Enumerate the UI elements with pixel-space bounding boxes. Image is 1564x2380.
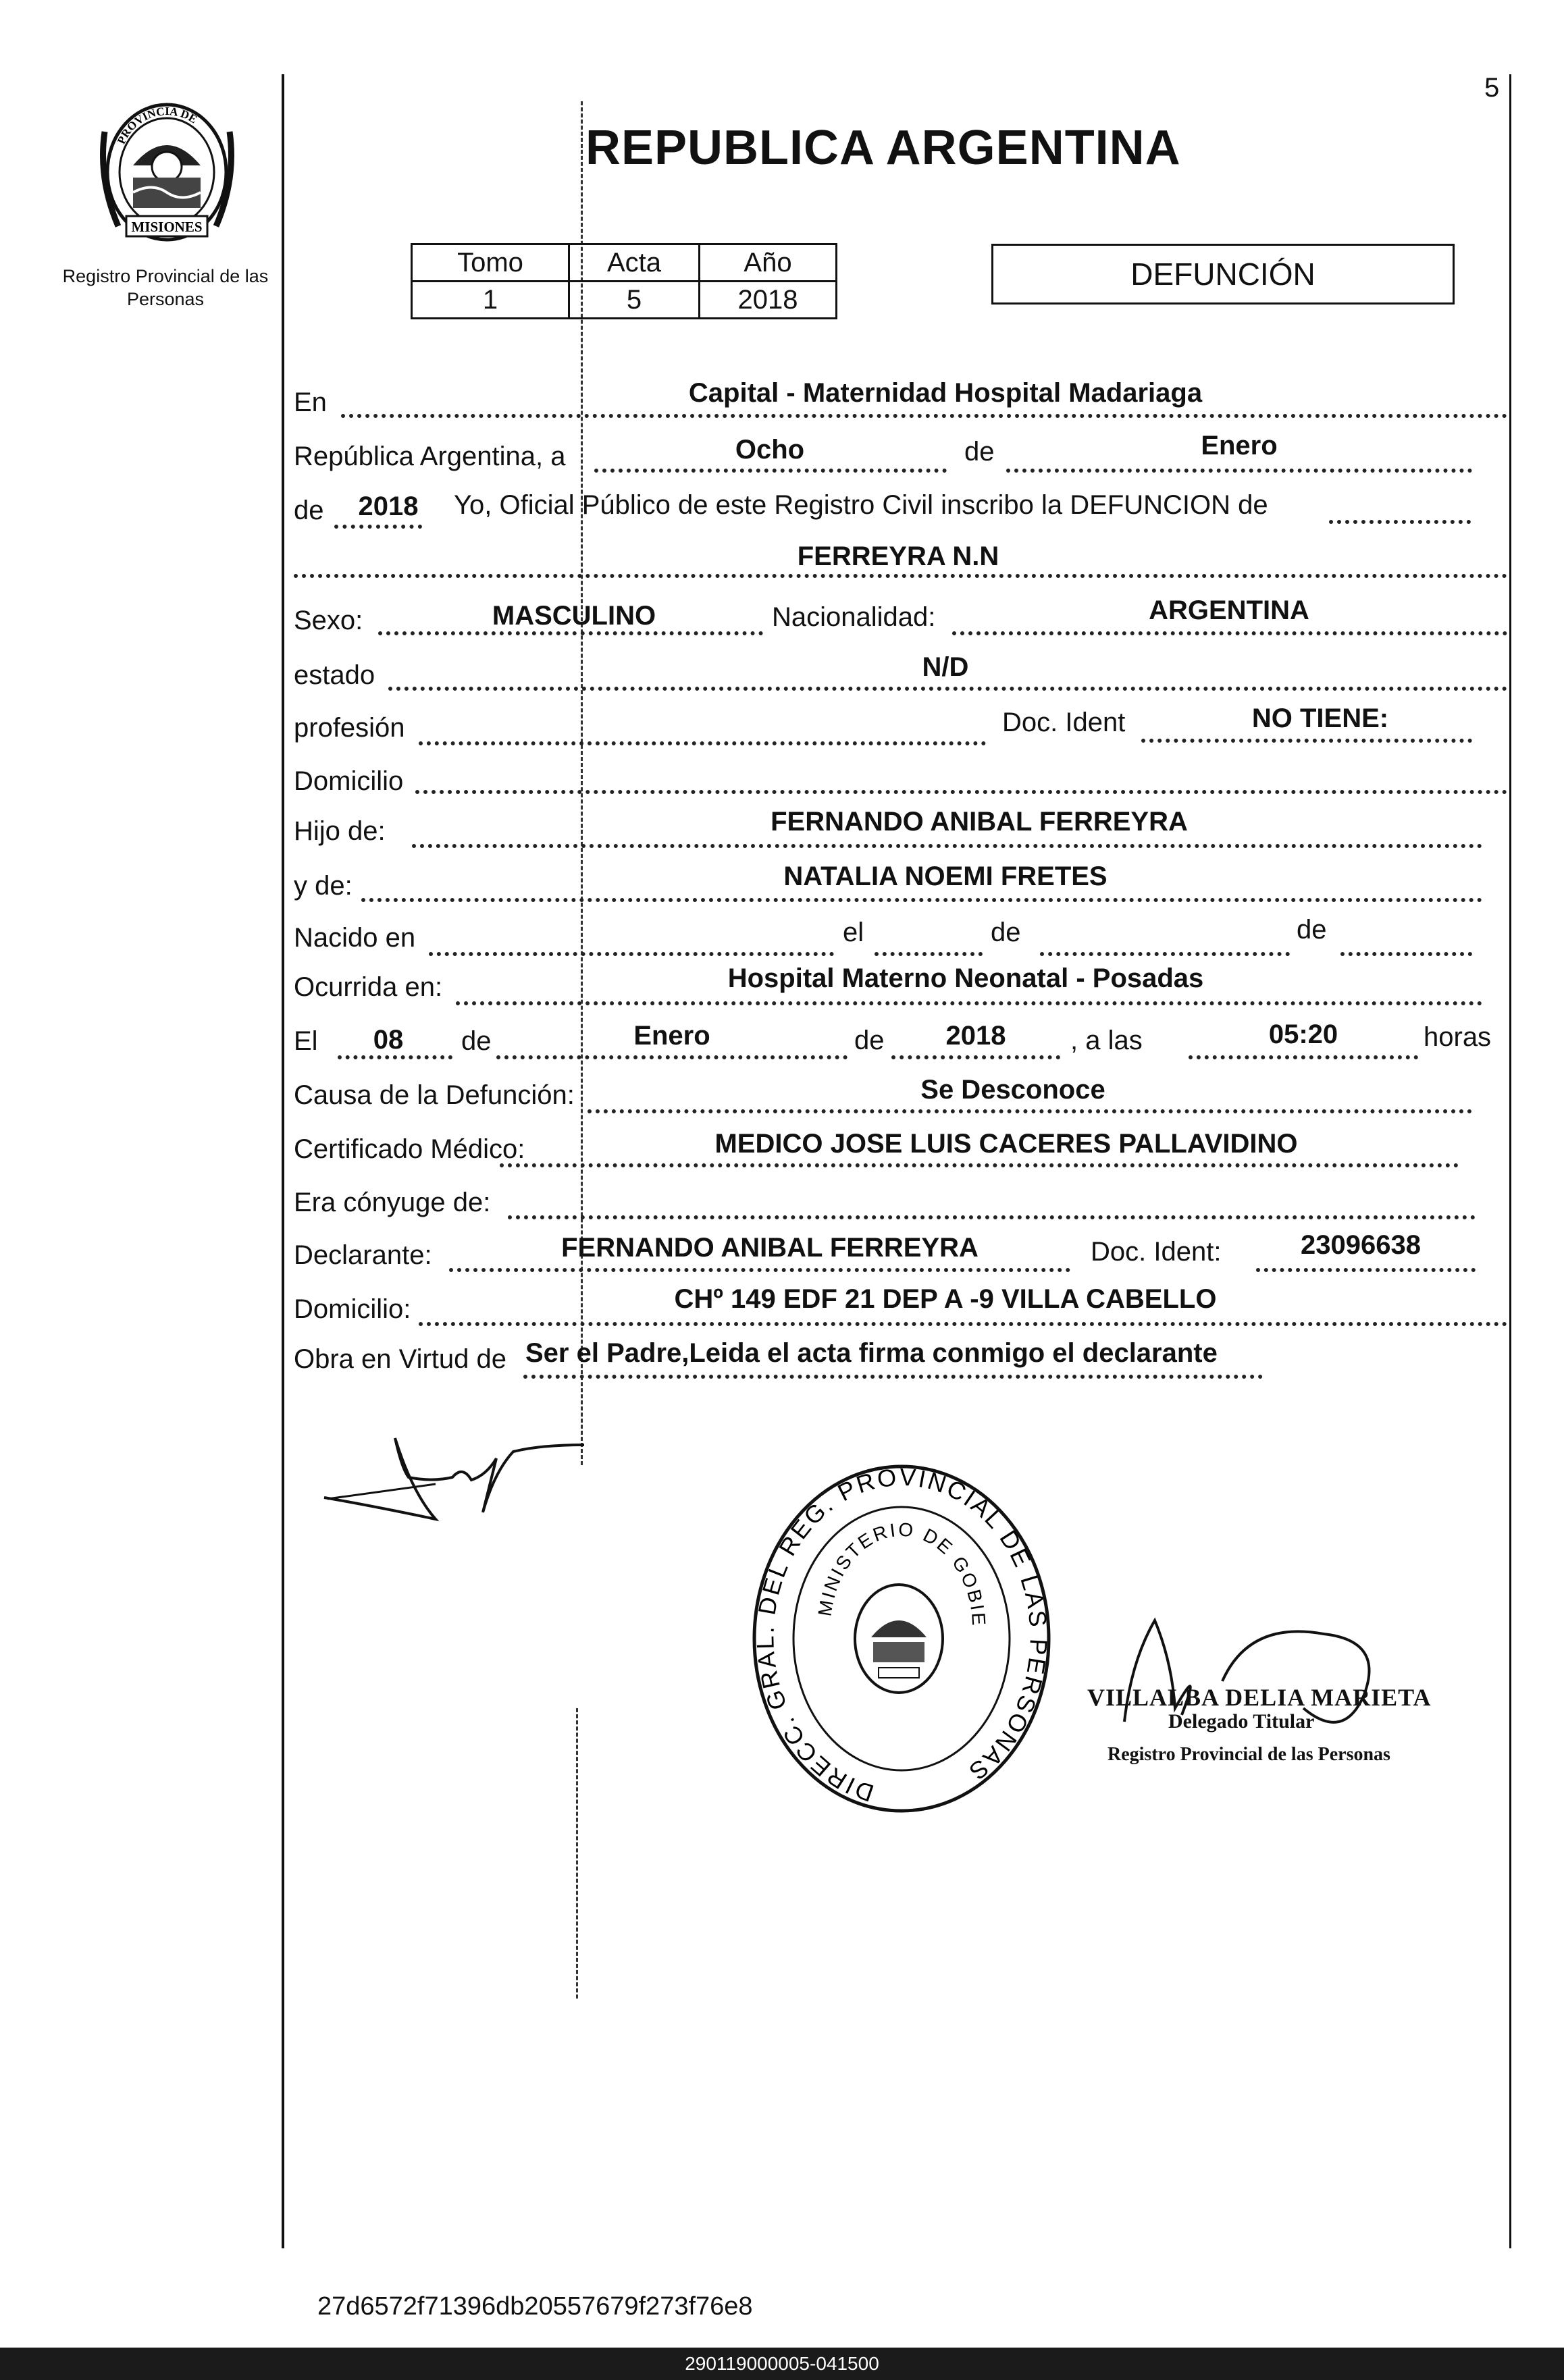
doc-ident-value: NO TIENE: (1251, 704, 1389, 733)
obra-label: Obra en Virtud de (294, 1344, 507, 1374)
year-value: 2018 (358, 492, 419, 521)
en-line (341, 414, 1507, 418)
en-value: Capital - Maternidad Hospital Madariaga (688, 378, 1203, 408)
ocurrida-label: Ocurrida en: (294, 972, 443, 1002)
mes-value: Enero (1201, 431, 1278, 460)
registry-name: Registro Provincial de las Personas (62, 266, 269, 309)
acta-header: Acta (569, 244, 700, 282)
declarante-line (449, 1268, 1070, 1272)
official-stamp (746, 1458, 1057, 1820)
nacido-de-line-b (1340, 952, 1472, 956)
nacido-de-label-b: de (1297, 915, 1327, 945)
el2-year: 2018 (945, 1021, 1006, 1051)
y-de-label: y de: (294, 871, 353, 901)
declarante-doc-label: Doc. Ident: (1091, 1237, 1222, 1267)
conyuge-line (508, 1215, 1476, 1219)
barcode-strip (0, 2348, 1564, 2380)
official-role: Delegado Titular (1168, 1710, 1315, 1733)
acta-value: 5 (569, 282, 700, 319)
ocurrida-line (456, 1001, 1482, 1005)
province-emblem (91, 91, 243, 250)
causa-line (588, 1109, 1472, 1113)
el2-label: El (294, 1026, 318, 1056)
barcode-text: 290119000005-041500 (685, 2353, 879, 2374)
hijo-value: FERNANDO ANIBAL FERREYRA (771, 807, 1188, 837)
certificado-line (500, 1163, 1459, 1167)
nacido-line (429, 952, 834, 956)
official-name: VILLALBA DELIA MARIETA (1087, 1684, 1432, 1711)
record-table-header-row (412, 244, 837, 282)
domicilio-line (415, 790, 1507, 794)
estado-line (388, 687, 1507, 691)
estado-value: N/D (922, 652, 969, 682)
domicilio2-line (419, 1322, 1507, 1326)
doc-ident-line (1141, 739, 1472, 743)
emblem-top-text: PROVINCIA DE (114, 105, 200, 147)
right-margin-line (1509, 74, 1511, 2248)
estado-label: estado (294, 660, 375, 690)
doc-ident-label: Doc. Ident (1002, 708, 1126, 737)
obra-line (523, 1375, 1263, 1379)
anio-header: Año (700, 244, 837, 282)
stamp-outer-text: DIRECC. GRAL. DEL REG. PROVINCIAL DE LAS PERSONAS (751, 1462, 1053, 1807)
yo-line (1329, 520, 1471, 524)
nacido-label: Nacido en (294, 923, 416, 953)
en-label: En (294, 388, 327, 417)
nombre-line (294, 574, 1507, 578)
el2-de1-label: de (461, 1026, 492, 1056)
domicilio2-label: Domicilio: (294, 1294, 411, 1324)
conyuge-label: Era cónyuge de: (294, 1188, 491, 1217)
record-table-value-row (412, 282, 837, 319)
nacido-de-line-a (1040, 952, 1290, 956)
horas-label: horas (1424, 1022, 1492, 1052)
profesion-label: profesión (294, 713, 405, 743)
official-office: Registro Provincial de las Personas (1107, 1744, 1390, 1765)
country-title: REPUBLICA ARGENTINA (585, 121, 1181, 175)
declarante-doc-line (1256, 1268, 1476, 1272)
declarante-label: Declarante: (294, 1240, 432, 1270)
tomo-header: Tomo (412, 244, 569, 282)
record-table (411, 243, 837, 319)
nacido-de-label-a: de (991, 918, 1021, 947)
de-year-label: de (294, 496, 324, 525)
certificado-value: MEDICO JOSE LUIS CACERES PALLAVIDINO (714, 1129, 1298, 1159)
nombre-value: FERREYRA N.N (797, 541, 999, 571)
el2-year-line (891, 1055, 1060, 1059)
anio-value: 2018 (700, 282, 837, 319)
page-number: 5 (1484, 73, 1500, 103)
obra-value: Ser el Padre,Leida el acta firma conmigo el declarante (525, 1338, 1218, 1368)
nacionalidad-line (952, 631, 1507, 635)
nacionalidad-label: Nacionalidad: (772, 602, 936, 632)
declarante-doc-value: 23096638 (1301, 1230, 1421, 1260)
sexo-label: Sexo: (294, 606, 363, 635)
profesion-line (419, 741, 986, 745)
ocurrida-value: Hospital Materno Neonatal - Posadas (727, 963, 1204, 993)
el2-de2-label: de (854, 1026, 885, 1055)
stamp-inner-text: MINISTERIO DE GOBIE (814, 1518, 990, 1629)
y-de-value: NATALIA NOEMI FRETES (783, 862, 1107, 891)
fold-line-bottom (576, 1708, 578, 1999)
de-label-1: de (964, 437, 995, 467)
left-margin-line (282, 74, 284, 2248)
nacido-el-label: el (843, 918, 864, 947)
el2-day: 08 (373, 1025, 404, 1055)
causa-value: Se Desconoce (920, 1075, 1105, 1105)
dia-value: Ocho (735, 435, 805, 465)
el2-month: Enero (633, 1021, 710, 1051)
emblem-bottom-text: MISIONES (131, 219, 203, 235)
declarante-value: FERNANDO ANIBAL FERREYRA (561, 1233, 979, 1263)
causa-label: Causa de la Defunción: (294, 1080, 575, 1110)
domicilio2-value: CHº 149 EDF 21 DEP A -9 VILLA CABELLO (674, 1284, 1217, 1314)
hora-value: 05:20 (1268, 1020, 1338, 1049)
sexo-value: MASCULINO (492, 601, 656, 631)
hijo-label: Hijo de: (294, 816, 386, 846)
el2-month-line (496, 1055, 848, 1059)
yo-text: Yo, Oficial Público de este Registro Civil inscribo la DEFUNCION de (454, 490, 1268, 520)
nacido-el-line (875, 952, 983, 956)
certificado-label: Certificado Médico: (294, 1134, 525, 1164)
mes-line (1006, 469, 1472, 473)
domicilio-label: Domicilio (294, 766, 404, 796)
y-de-line (361, 898, 1482, 902)
nacionalidad-value: ARGENTINA (1149, 596, 1309, 625)
republica-label: República Argentina, a (294, 442, 566, 471)
hora-line (1189, 1055, 1418, 1059)
record-type-box: DEFUNCIÓN (991, 244, 1455, 305)
tomo-value: 1 (412, 282, 569, 319)
document-hash: 27d6572f71396db20557679f273f76e8 (317, 2292, 753, 2321)
a-las-label: , a las (1070, 1026, 1143, 1055)
year-line (334, 525, 422, 529)
declarant-signature (317, 1425, 601, 1539)
dia-line (594, 469, 947, 473)
hijo-line (412, 844, 1482, 848)
